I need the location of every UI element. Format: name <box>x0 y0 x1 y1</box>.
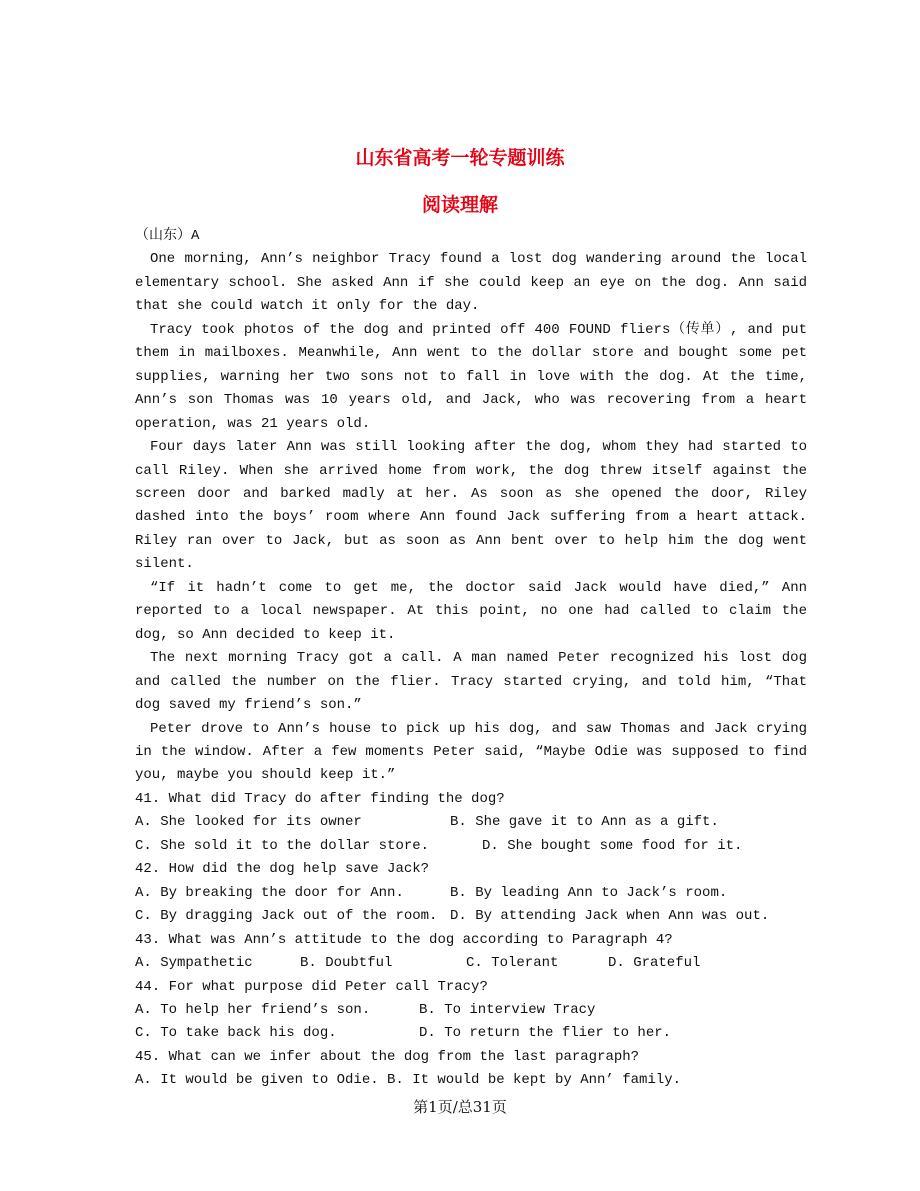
question-41-option-b: B. She gave it to Ann as a gift. <box>450 814 719 831</box>
question-45-stem: 45. What can we infer about the dog from the last paragraph? <box>135 1048 640 1065</box>
question-44-option-d: D. To return the flier to her. <box>419 1025 672 1042</box>
question-45-option-b: B. It would be kept by Ann’ family. <box>387 1072 682 1089</box>
question-41-option-a: A. She looked for its owner <box>135 814 362 831</box>
question-43-option-c: C. Tolerant <box>466 955 559 972</box>
passage-source-label: （山东）A <box>135 228 200 244</box>
question-41-options-row-1 <box>135 811 807 834</box>
question-45-option-a: A. It would be given to Odie. <box>135 1072 379 1089</box>
document-title: 山东省高考一轮专题训练 <box>355 147 565 169</box>
question-45-options-row <box>135 1069 807 1092</box>
question-44-options-row-2 <box>135 1022 807 1045</box>
passage-paragraph-1: One morning, Ann’s neighbor Tracy found a lost dog wandering around the local elementary school. She asked Ann if she could keep an eye on the dog. Ann said that she could watch it only for the day. <box>135 251 807 315</box>
question-42-option-b: B. By leading Ann to Jack’s room. <box>450 884 728 901</box>
question-42-stem: 42. How did the dog help save Jack? <box>135 861 430 878</box>
question-44-option-b: B. To interview Tracy <box>419 1001 596 1018</box>
question-44-options-row-1 <box>135 999 807 1022</box>
question-41-option-d: D. She bought some food for it. <box>482 837 743 854</box>
page-footer: 第1页/总31页 <box>413 1098 507 1116</box>
question-43-option-d: D. Grateful <box>608 955 701 972</box>
question-43-options-row <box>135 952 807 975</box>
question-44-option-c: C. To take back his dog. <box>135 1025 337 1042</box>
document-subtitle: 阅读理解 <box>421 194 498 216</box>
passage-paragraph-2: Tracy took photos of the dog and printed off 400 FOUND fliers（传单）, and put them in mailboxes. Meanwhile, Ann went to the dollar store and bought some pet supplies, warning her two sons not to fall in love with the dog. At the time, Ann’s son Thomas was 10 years old, and Jack, who was recovering from a heart operation, was 21 years old. <box>135 321 807 432</box>
passage-paragraph-4: “If it hadn’t come to get me, the doctor said Jack would have died,” Ann reported to a local newspaper. At this point, no one had called to claim the dog, so Ann decided to keep it. <box>135 579 807 643</box>
question-42-options-row-1 <box>135 882 807 905</box>
question-43-stem: 43. What was Ann’s attitude to the dog according to Paragraph 4? <box>135 931 673 948</box>
question-42-option-d: D. By attending Jack when Ann was out. <box>450 908 770 925</box>
question-42-option-a: A. By breaking the door for Ann. <box>135 884 404 901</box>
question-43-option-b: B. Doubtful <box>300 955 393 972</box>
passage-paragraph-3: Four days later Ann was still looking after the dog, whom they had started to call Riley. When she arrived home from work, the dog threw itself against the screen door and barked madly at her. As soon as she opened the door, Riley dashed into the boys’ room where Ann found Jack suffering from a heart attack. Riley ran over to Jack, but as soon as Ann bent over to help him the dog went silent. <box>135 439 807 573</box>
question-42-options-row-2 <box>135 905 807 928</box>
question-41-option-c: C. She sold it to the dollar store. <box>135 837 430 854</box>
passage-paragraph-5: The next morning Tracy got a call. A man named Peter recognized his lost dog and called the number on the flier. Tracy started crying, and told him, “That dog saved my friend’s son.” <box>135 650 807 714</box>
question-41-stem: 41. What did Tracy do after finding the dog? <box>135 790 505 807</box>
question-41-options-row-2 <box>135 835 807 858</box>
question-44-option-a: A. To help her friend’s son. <box>135 1001 371 1018</box>
question-43-option-a: A. Sympathetic <box>135 955 253 972</box>
passage-paragraph-6: Peter drove to Ann’s house to pick up his dog, and saw Thomas and Jack crying in the window. After a few moments Peter said, “Maybe Odie was supposed to find you, maybe you should keep it.” <box>135 720 807 784</box>
question-42-option-c: C. By dragging Jack out of the room. <box>135 908 438 925</box>
document-body <box>135 225 807 1093</box>
question-44-stem: 44. For what purpose did Peter call Tracy? <box>135 978 488 995</box>
